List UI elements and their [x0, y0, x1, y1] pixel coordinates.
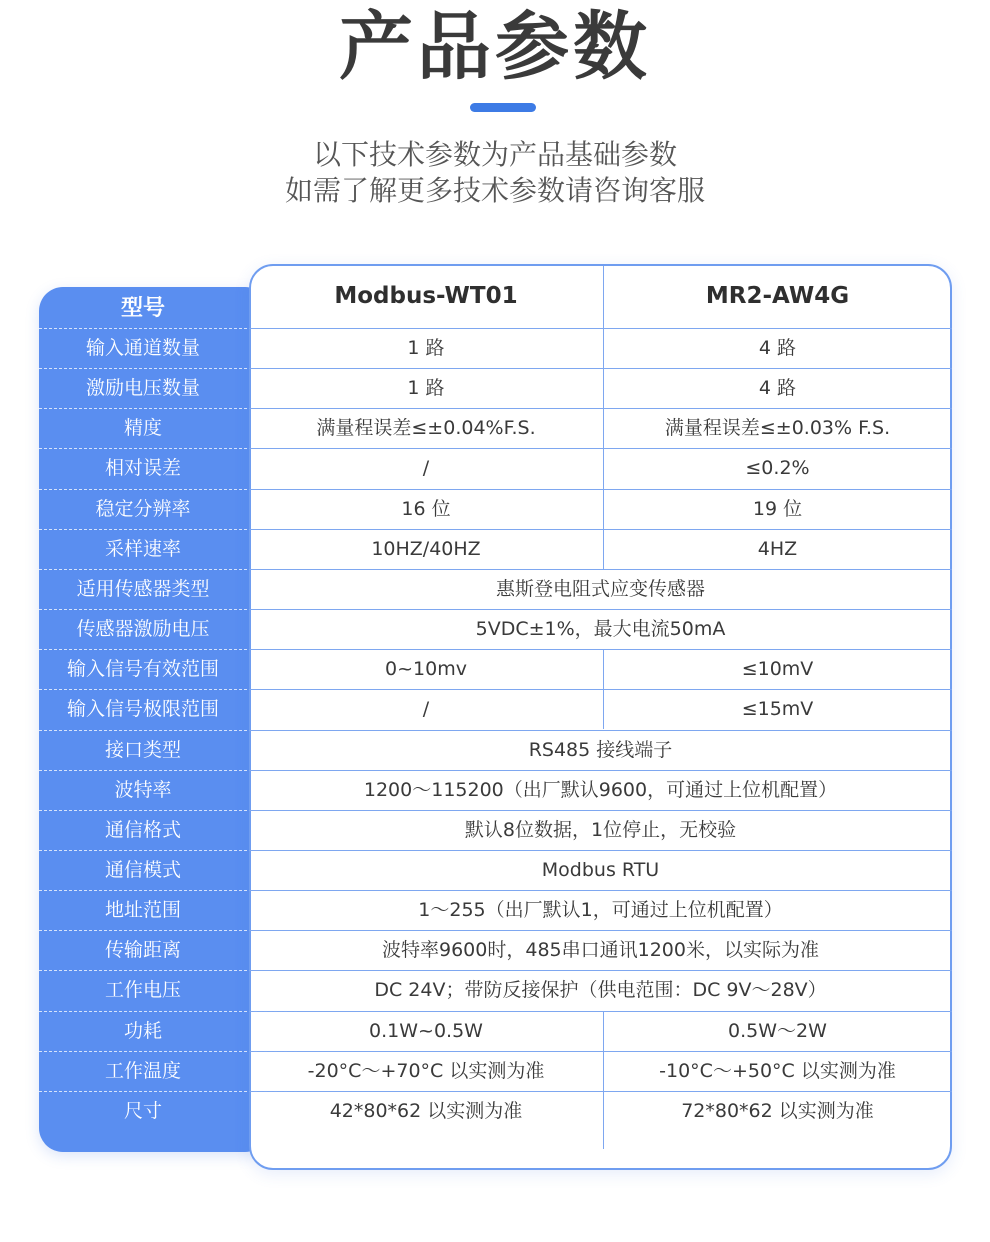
spec-value-col1: 满量程误差≤±0.04%F.S. [316, 417, 536, 440]
spec-value-col2: ≤0.2% [745, 457, 810, 480]
spec-value-col1: / [422, 457, 430, 480]
spec-value-shared: 1200～115200（出厂默认9600，可通过上位机配置） [363, 778, 838, 801]
spec-value-col2: 72*80*62 以实测为准 [681, 1099, 874, 1122]
spec-label: 适用传感器类型 [76, 577, 210, 600]
spec-label: 稳定分辨率 [95, 497, 191, 520]
spec-label: 接口类型 [104, 738, 181, 761]
spec-value-col2: 19 位 [752, 497, 803, 520]
spec-value-col2: 满量程误差≤±0.03% F.S. [664, 417, 891, 440]
spec-value-col1: 16 位 [401, 497, 451, 520]
spec-label: 采样速率 [104, 537, 181, 560]
page-title: 产品参数 [339, 4, 651, 90]
column-divider [603, 408, 604, 448]
spec-value-col2: 4 路 [758, 377, 797, 400]
spec-label: 功耗 [123, 1019, 162, 1042]
model-name-col1: Modbus-WT01 [334, 283, 518, 309]
spec-label: 尺寸 [123, 1099, 162, 1122]
spec-value-shared: 波特率9600时，485串口通讯1200米，以实际为准 [382, 939, 819, 962]
spec-label: 工作电压 [104, 979, 181, 1002]
spec-label: 激励电压数量 [85, 377, 200, 400]
spec-value-col1: 1 路 [407, 377, 445, 400]
spec-label: 地址范围 [104, 899, 181, 922]
column-divider [603, 448, 604, 488]
spec-label: 传输距离 [104, 939, 181, 962]
title-underline [470, 103, 536, 112]
spec-label: 传感器激励电压 [76, 618, 210, 641]
spec-value-col2: -10°C～+50°C 以实测为准 [659, 1059, 896, 1082]
column-divider [603, 266, 604, 328]
column-divider [603, 1091, 604, 1149]
spec-value-col1: 0.1W~0.5W [369, 1019, 483, 1042]
subtitle-line-2: 如需了解更多技术参数请咨询客服 [284, 174, 705, 207]
spec-value-shared: 1～255（出厂默认1，可通过上位机配置） [418, 899, 783, 922]
spec-value-col2: ≤10mV [741, 658, 814, 681]
column-divider [603, 328, 604, 368]
column-divider [603, 529, 604, 569]
column-divider [603, 489, 604, 529]
spec-label: 精度 [123, 417, 162, 440]
spec-label: 波特率 [114, 778, 172, 801]
spec-label: 输入信号极限范围 [66, 698, 219, 721]
spec-value-col1: 0~10mv [385, 658, 467, 681]
spec-value-col1: / [422, 698, 430, 721]
spec-value-shared: 默认8位数据，1位停止，无校验 [464, 818, 737, 841]
spec-label: 工作温度 [104, 1059, 181, 1082]
column-divider [603, 1051, 604, 1091]
spec-value-col2: 0.5W～2W [728, 1019, 827, 1042]
model-name-col2: MR2-AW4G [705, 283, 850, 309]
spec-value-shared: RS485 接线端子 [528, 738, 673, 761]
column-divider [603, 689, 604, 729]
model-label: 型号 [120, 296, 165, 321]
column-divider [603, 649, 604, 689]
column-divider [603, 1011, 604, 1051]
spec-value-shared: 5VDC±1%，最大电流50mA [475, 618, 726, 641]
spec-value-col2: 4 路 [758, 337, 797, 359]
spec-value-col1: 42*80*62 以实测为准 [329, 1099, 523, 1122]
spec-value-shared: 惠斯登电阻式应变传感器 [495, 577, 705, 600]
spec-label: 通信模式 [104, 858, 181, 881]
spec-label: 通信格式 [104, 818, 181, 841]
spec-label: 输入通道数量 [85, 337, 200, 359]
subtitle-line-1: 以下技术参数为产品基础参数 [312, 138, 677, 171]
spec-label: 相对误差 [104, 457, 181, 480]
spec-value-col2: 4HZ [757, 537, 798, 560]
spec-label: 输入信号有效范围 [66, 658, 219, 681]
spec-value-shared: DC 24V；带防反接保护（供电范围：DC 9V～28V） [374, 979, 827, 1002]
column-divider [603, 368, 604, 408]
spec-value-shared: Modbus RTU [541, 858, 660, 881]
spec-value-col1: 1 路 [407, 337, 445, 359]
spec-value-col1: -20°C～+70°C 以实测为准 [307, 1059, 545, 1082]
spec-value-col2: ≤15mV [741, 698, 814, 721]
spec-value-col1: 10HZ/40HZ [371, 537, 481, 560]
